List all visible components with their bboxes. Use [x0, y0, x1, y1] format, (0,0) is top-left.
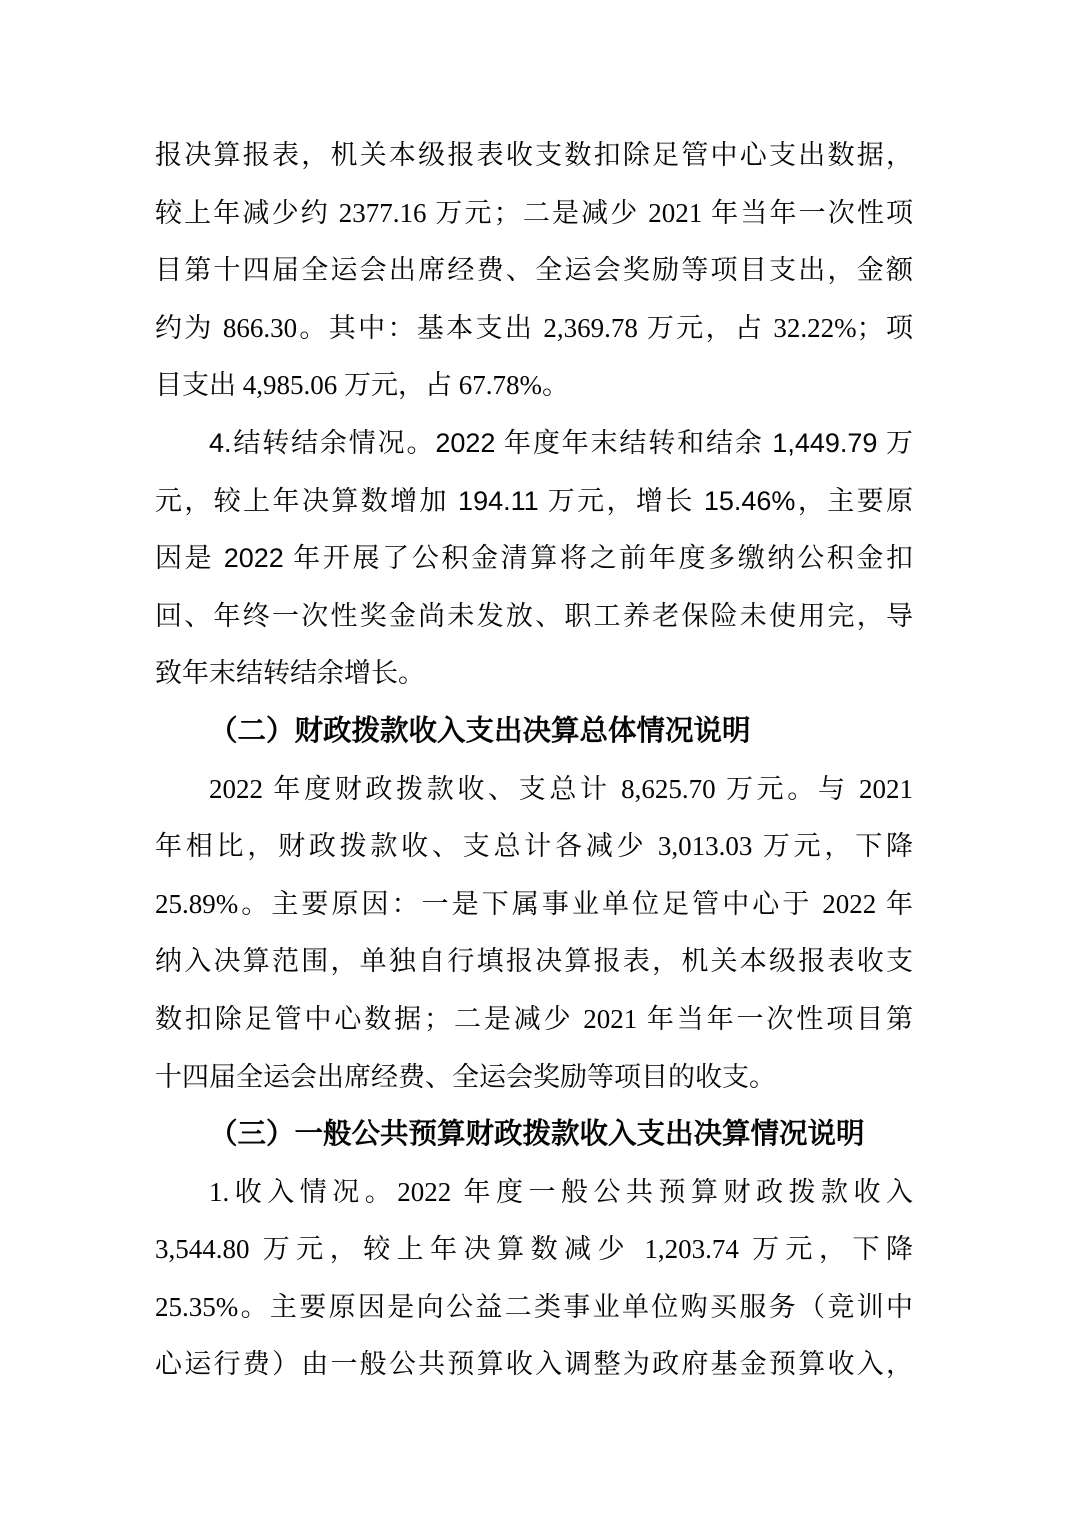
text-line	[155, 300, 913, 358]
text-line	[155, 991, 913, 1049]
cjk-text-run: 年当年一次性项	[702, 197, 914, 228]
numeric-text-run: 25.35%	[155, 1291, 239, 1322]
numeric-text-run: 8,625.70	[621, 773, 716, 804]
numeric-text-run: 1,203.74	[644, 1234, 739, 1265]
cjk-text-run: 数扣除足管中心数据；二是减少	[155, 1003, 584, 1034]
cjk-text-run: 结转结余情况。	[231, 427, 436, 458]
cjk-text-run: 万元，增长	[538, 485, 704, 516]
cjk-text-run: 目支出	[155, 370, 243, 401]
text-line	[155, 357, 913, 415]
cjk-text-run: 万元，占	[637, 312, 774, 343]
numeric-text-run: 4,985.06	[242, 370, 338, 401]
cjk-text-run: ；项	[856, 312, 914, 343]
section-heading-line	[155, 703, 913, 761]
cjk-text-run: 因是	[155, 543, 224, 574]
numeric-text-run: 3,544.80	[155, 1234, 250, 1265]
cjk-text-run: 年度财政拨款收、支总计	[263, 773, 622, 804]
cjk-text-run: 万元，较上年决算数减少	[249, 1234, 645, 1265]
text-line	[155, 415, 913, 473]
numeric-text-run: 1.	[209, 1176, 230, 1207]
numeric-text-run: 2,369.78	[543, 312, 638, 343]
document-text-block	[155, 127, 913, 1394]
text-line	[155, 242, 913, 300]
numeric-text-run: 67.78%	[458, 370, 542, 401]
cjk-text-run: 万元；二是减少	[426, 197, 649, 228]
numeric-text-run: 2022	[822, 888, 877, 919]
cjk-text-run: 报决算报表，机关本级报表收支数扣除足管中心支出数据，	[155, 140, 913, 170]
text-line	[155, 876, 913, 934]
text-line	[155, 818, 913, 876]
cjk-text-run: （二）财政拨款收入支出决算总体情况说明	[209, 715, 751, 747]
numeric-text-run: 2021	[859, 773, 914, 804]
numeric-text-run: 2021	[648, 197, 703, 228]
text-line	[155, 1049, 913, 1107]
text-line	[155, 1336, 913, 1394]
numeric-text-run: 15.46%	[703, 485, 796, 516]
cjk-text-run: 回、年终一次性奖金尚未发放、职工养老保险未使用完，导	[155, 600, 913, 631]
text-line	[155, 1221, 913, 1279]
numeric-text-run: 2022	[223, 543, 284, 574]
text-line	[155, 645, 913, 703]
text-line	[155, 530, 913, 588]
cjk-text-run: 。其中：基本支出	[297, 312, 544, 343]
cjk-text-run: 目第十四届全运会出席经费、全运会奖励等项目支出，金额	[155, 255, 913, 286]
cjk-text-run: 较上年减少约	[155, 197, 339, 228]
text-line	[155, 473, 913, 531]
numeric-text-run: 4.	[209, 427, 232, 458]
text-line	[155, 127, 913, 185]
cjk-text-run: 年相比，财政拨款收、支总计各减少	[155, 831, 658, 862]
numeric-text-run: 2022	[397, 1176, 452, 1207]
numeric-text-run: 2377.16	[338, 197, 427, 228]
numeric-text-run: 194.11	[458, 485, 539, 516]
cjk-text-run: 十四届全运会出席经费、全运会奖励等项目的收支。	[155, 1061, 776, 1092]
text-line	[155, 761, 913, 819]
text-line	[155, 1279, 913, 1337]
cjk-text-run: 万元，下降	[752, 831, 914, 862]
numeric-text-run: 2022	[209, 773, 263, 804]
cjk-text-run: 纳入决算范围，单独自行填报决算报表，机关本级报表收支	[155, 946, 913, 977]
text-line	[155, 185, 913, 243]
numeric-text-run: 2021	[583, 1003, 638, 1034]
cjk-text-run: 年开展了公积金清算将之前年度多缴纳公积金扣	[283, 543, 914, 574]
text-line	[155, 588, 913, 646]
cjk-text-run: 年	[876, 888, 914, 919]
cjk-text-run: （三）一般公共预算财政拨款收入支出决算情况说明	[209, 1119, 865, 1151]
cjk-text-run: 收入情况。	[229, 1176, 398, 1207]
numeric-text-run: 32.22%	[773, 312, 857, 343]
text-line	[155, 933, 913, 991]
cjk-text-run: 年度一般公共预算财政拨款收入	[451, 1176, 913, 1207]
cjk-text-run: 心运行费）由一般公共预算收入调整为政府基金预算收入，	[155, 1349, 913, 1380]
cjk-text-run: 。	[542, 370, 569, 401]
cjk-text-run: 致年末结转结余增长。	[155, 658, 425, 689]
numeric-text-run: 25.89%	[155, 888, 239, 919]
cjk-text-run: 万	[877, 427, 914, 458]
cjk-text-run: 约为	[155, 312, 223, 343]
cjk-text-run: 元，较上年决算数增加	[155, 485, 459, 516]
cjk-text-run: 万元。与	[715, 773, 860, 804]
cjk-text-run: 。主要原因是向公益二类事业单位购买服务（竞训中	[238, 1291, 913, 1322]
numeric-text-run: 2022	[435, 427, 496, 458]
numeric-text-run: 1,449.79	[772, 427, 878, 458]
cjk-text-run: 。主要原因：一是下属事业单位足管中心于	[238, 888, 823, 919]
cjk-text-run: 万元，下降	[738, 1234, 914, 1265]
cjk-text-run: 万元，占	[337, 370, 459, 401]
text-line	[155, 1164, 913, 1222]
cjk-text-run: 年当年一次性项目第	[637, 1003, 913, 1034]
cjk-text-run: 年度年末结转和结余	[495, 427, 773, 458]
numeric-text-run: 3,013.03	[657, 831, 753, 862]
numeric-text-run: 866.30	[222, 312, 298, 343]
section-heading-line	[155, 1106, 913, 1164]
cjk-text-run: ，主要原	[795, 485, 913, 516]
